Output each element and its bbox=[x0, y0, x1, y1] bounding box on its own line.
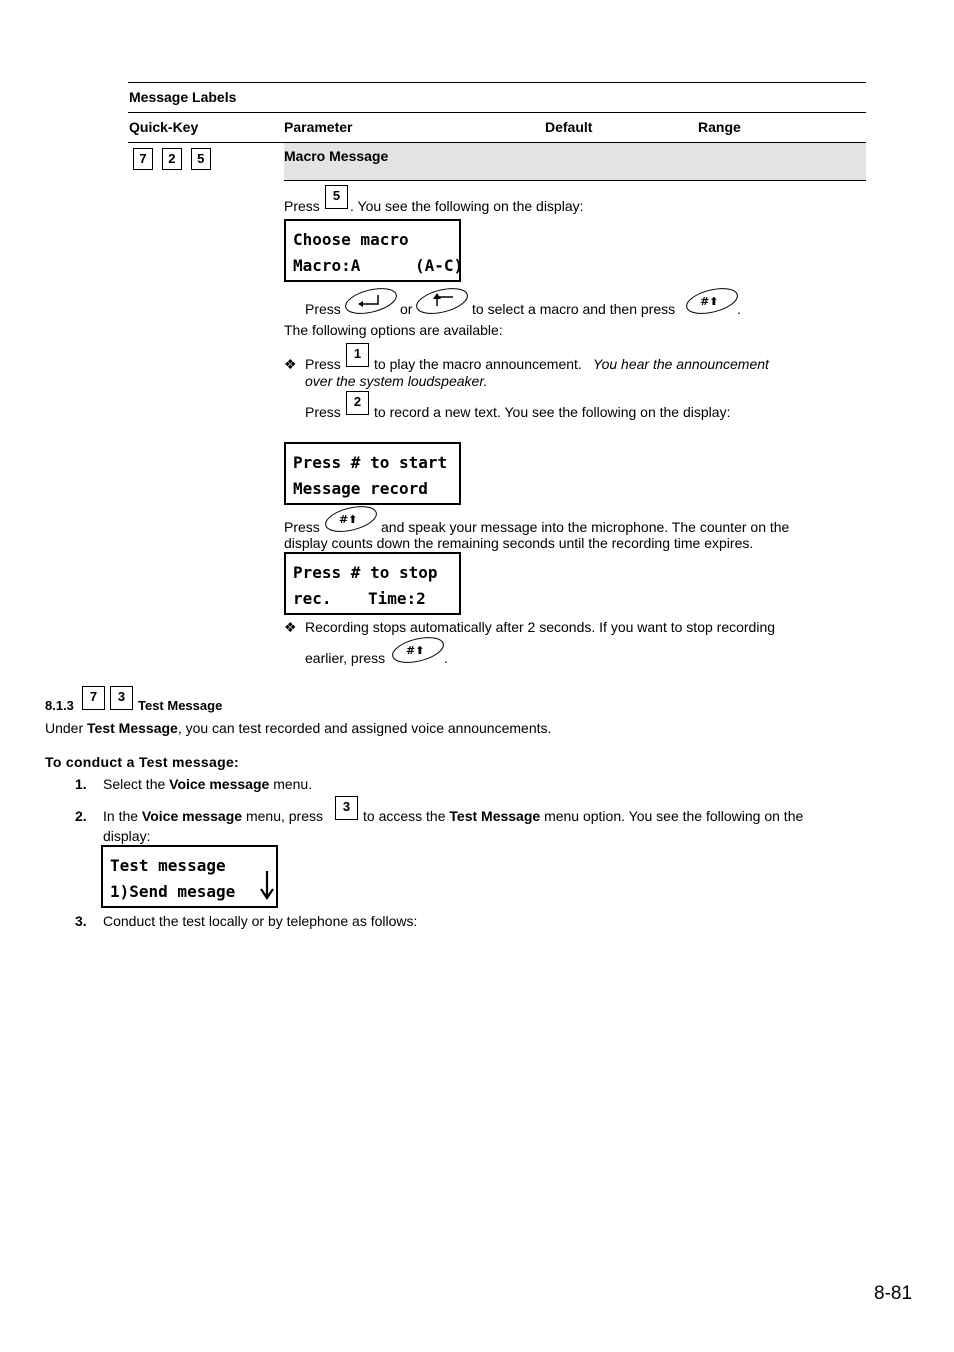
step1-num: 1. bbox=[75, 776, 87, 792]
arrow-down-key-icon bbox=[344, 285, 398, 317]
lcd4-line1: Test message bbox=[110, 856, 226, 875]
lcd4-line2: 1)Send mesage bbox=[110, 882, 236, 901]
section-key-7: 7 bbox=[82, 686, 105, 710]
lcd2-line1: Press # to start bbox=[293, 453, 448, 472]
table-header-rule bbox=[128, 112, 866, 113]
header-quick-key: Quick-Key bbox=[129, 119, 199, 135]
key-2-inline: 2 bbox=[346, 391, 369, 415]
lcd-press-to-stop bbox=[284, 552, 461, 615]
intro-pre: Under bbox=[45, 720, 84, 736]
p2-post: to select a macro and then press bbox=[472, 301, 676, 317]
key-1-inline: 1 bbox=[346, 343, 369, 367]
step1-post: menu. bbox=[273, 776, 313, 792]
section-title: Test Message bbox=[138, 698, 223, 713]
hash-key-icon bbox=[685, 285, 739, 317]
p5-pre: Press bbox=[284, 519, 320, 535]
lcd1-line2: Macro:A bbox=[293, 256, 361, 275]
table-title: Message Labels bbox=[129, 89, 237, 105]
hash-key-icon bbox=[391, 634, 445, 666]
lcd-press-to-start bbox=[284, 442, 461, 505]
table-top-rule bbox=[128, 82, 866, 83]
lcd3-line3: Time:2 bbox=[368, 589, 426, 608]
key-5-inline: 5 bbox=[325, 185, 348, 209]
arrow-up-key-icon bbox=[415, 285, 469, 317]
lcd3-line2: rec. bbox=[293, 589, 332, 608]
intro-post: , you can test recorded and assigned voice announcements. bbox=[177, 720, 552, 736]
bullet1-italic: You hear the announcement bbox=[593, 356, 769, 372]
section-number: 8.1.3 bbox=[45, 698, 74, 713]
step2-line2: display: bbox=[103, 828, 151, 844]
step1-text bbox=[103, 776, 312, 792]
key-3-inline: 3 bbox=[335, 796, 358, 820]
p4-post: to record a new text. You see the following on the display: bbox=[374, 404, 731, 420]
step2-bold2: Test Message bbox=[449, 808, 541, 824]
p2-mid: or bbox=[400, 301, 413, 317]
header-default: Default bbox=[545, 119, 593, 135]
bullet1-post: to play the macro announcement. bbox=[374, 356, 582, 372]
lcd1-line3: (A-C) bbox=[415, 256, 464, 275]
key-5: 5 bbox=[191, 148, 211, 170]
step2-num: 2. bbox=[75, 808, 87, 824]
procedure-title: To conduct a Test message: bbox=[45, 754, 239, 770]
bullet2-symbol: ❖ bbox=[284, 619, 297, 635]
bullet2-end: . bbox=[444, 650, 448, 666]
scroll-down-arrow-icon bbox=[260, 869, 274, 901]
p2-end: . bbox=[737, 301, 741, 317]
hash-key-icon bbox=[324, 503, 378, 535]
bullet1-symbol: ❖ bbox=[284, 356, 297, 372]
key-7: 7 bbox=[133, 148, 153, 170]
parameter-row-rule bbox=[284, 180, 866, 181]
step3-num: 3. bbox=[75, 913, 87, 929]
bullet1-italic2: over the system loudspeaker. bbox=[305, 373, 488, 389]
bullet2-line1: Recording stops automatically after 2 seconds. If you want to stop recording bbox=[305, 619, 776, 635]
bullet1-pre: Press bbox=[305, 356, 341, 372]
step2-text-b bbox=[363, 808, 803, 824]
step3-text: Conduct the test locally or by telephone as follows: bbox=[103, 913, 418, 929]
intro-bold: Test Message bbox=[87, 720, 178, 736]
header-parameter: Parameter bbox=[284, 119, 353, 135]
step1-bold: Voice message bbox=[169, 776, 270, 792]
svg-text:#⬆: #⬆ bbox=[700, 295, 719, 308]
lcd3-line1: Press # to stop bbox=[293, 563, 438, 582]
svg-text:#⬆: #⬆ bbox=[339, 513, 358, 526]
p3: The following options are available: bbox=[284, 322, 503, 338]
key-2: 2 bbox=[162, 148, 182, 170]
p1-post: . You see the following on the display: bbox=[350, 198, 584, 214]
p1-pre: Press bbox=[284, 198, 320, 214]
quick-keys bbox=[133, 148, 211, 170]
step2-bold: Voice message bbox=[141, 808, 243, 824]
lcd1-line1: Choose macro bbox=[293, 230, 409, 249]
p4-pre: Press bbox=[305, 404, 341, 420]
step2-mid2: to access the bbox=[363, 808, 446, 824]
parameter-name: Macro Message bbox=[284, 148, 389, 164]
p5-line2: display counts down the remaining seconds until the recording time expires. bbox=[284, 535, 754, 551]
lcd2-line2: Message record bbox=[293, 479, 428, 498]
step1-pre: Select the bbox=[103, 776, 166, 792]
intro bbox=[45, 720, 551, 736]
lcd-choose-macro bbox=[284, 219, 464, 282]
header-range: Range bbox=[698, 119, 741, 135]
step2-text-a bbox=[103, 808, 323, 824]
step2-post: menu option. You see the following on the bbox=[544, 808, 804, 824]
step2-mid: menu, press bbox=[245, 808, 323, 824]
p2-pre: Press bbox=[305, 301, 341, 317]
page-number: 8-81 bbox=[874, 1283, 913, 1304]
section-key-3: 3 bbox=[110, 686, 133, 710]
step2-pre: In the bbox=[103, 808, 139, 824]
svg-text:#⬆: #⬆ bbox=[406, 644, 425, 657]
bullet2-pre: earlier, press bbox=[305, 650, 386, 666]
p5-post: and speak your message into the microphone. The counter on the bbox=[381, 519, 790, 535]
lcd-test-message bbox=[101, 845, 278, 908]
